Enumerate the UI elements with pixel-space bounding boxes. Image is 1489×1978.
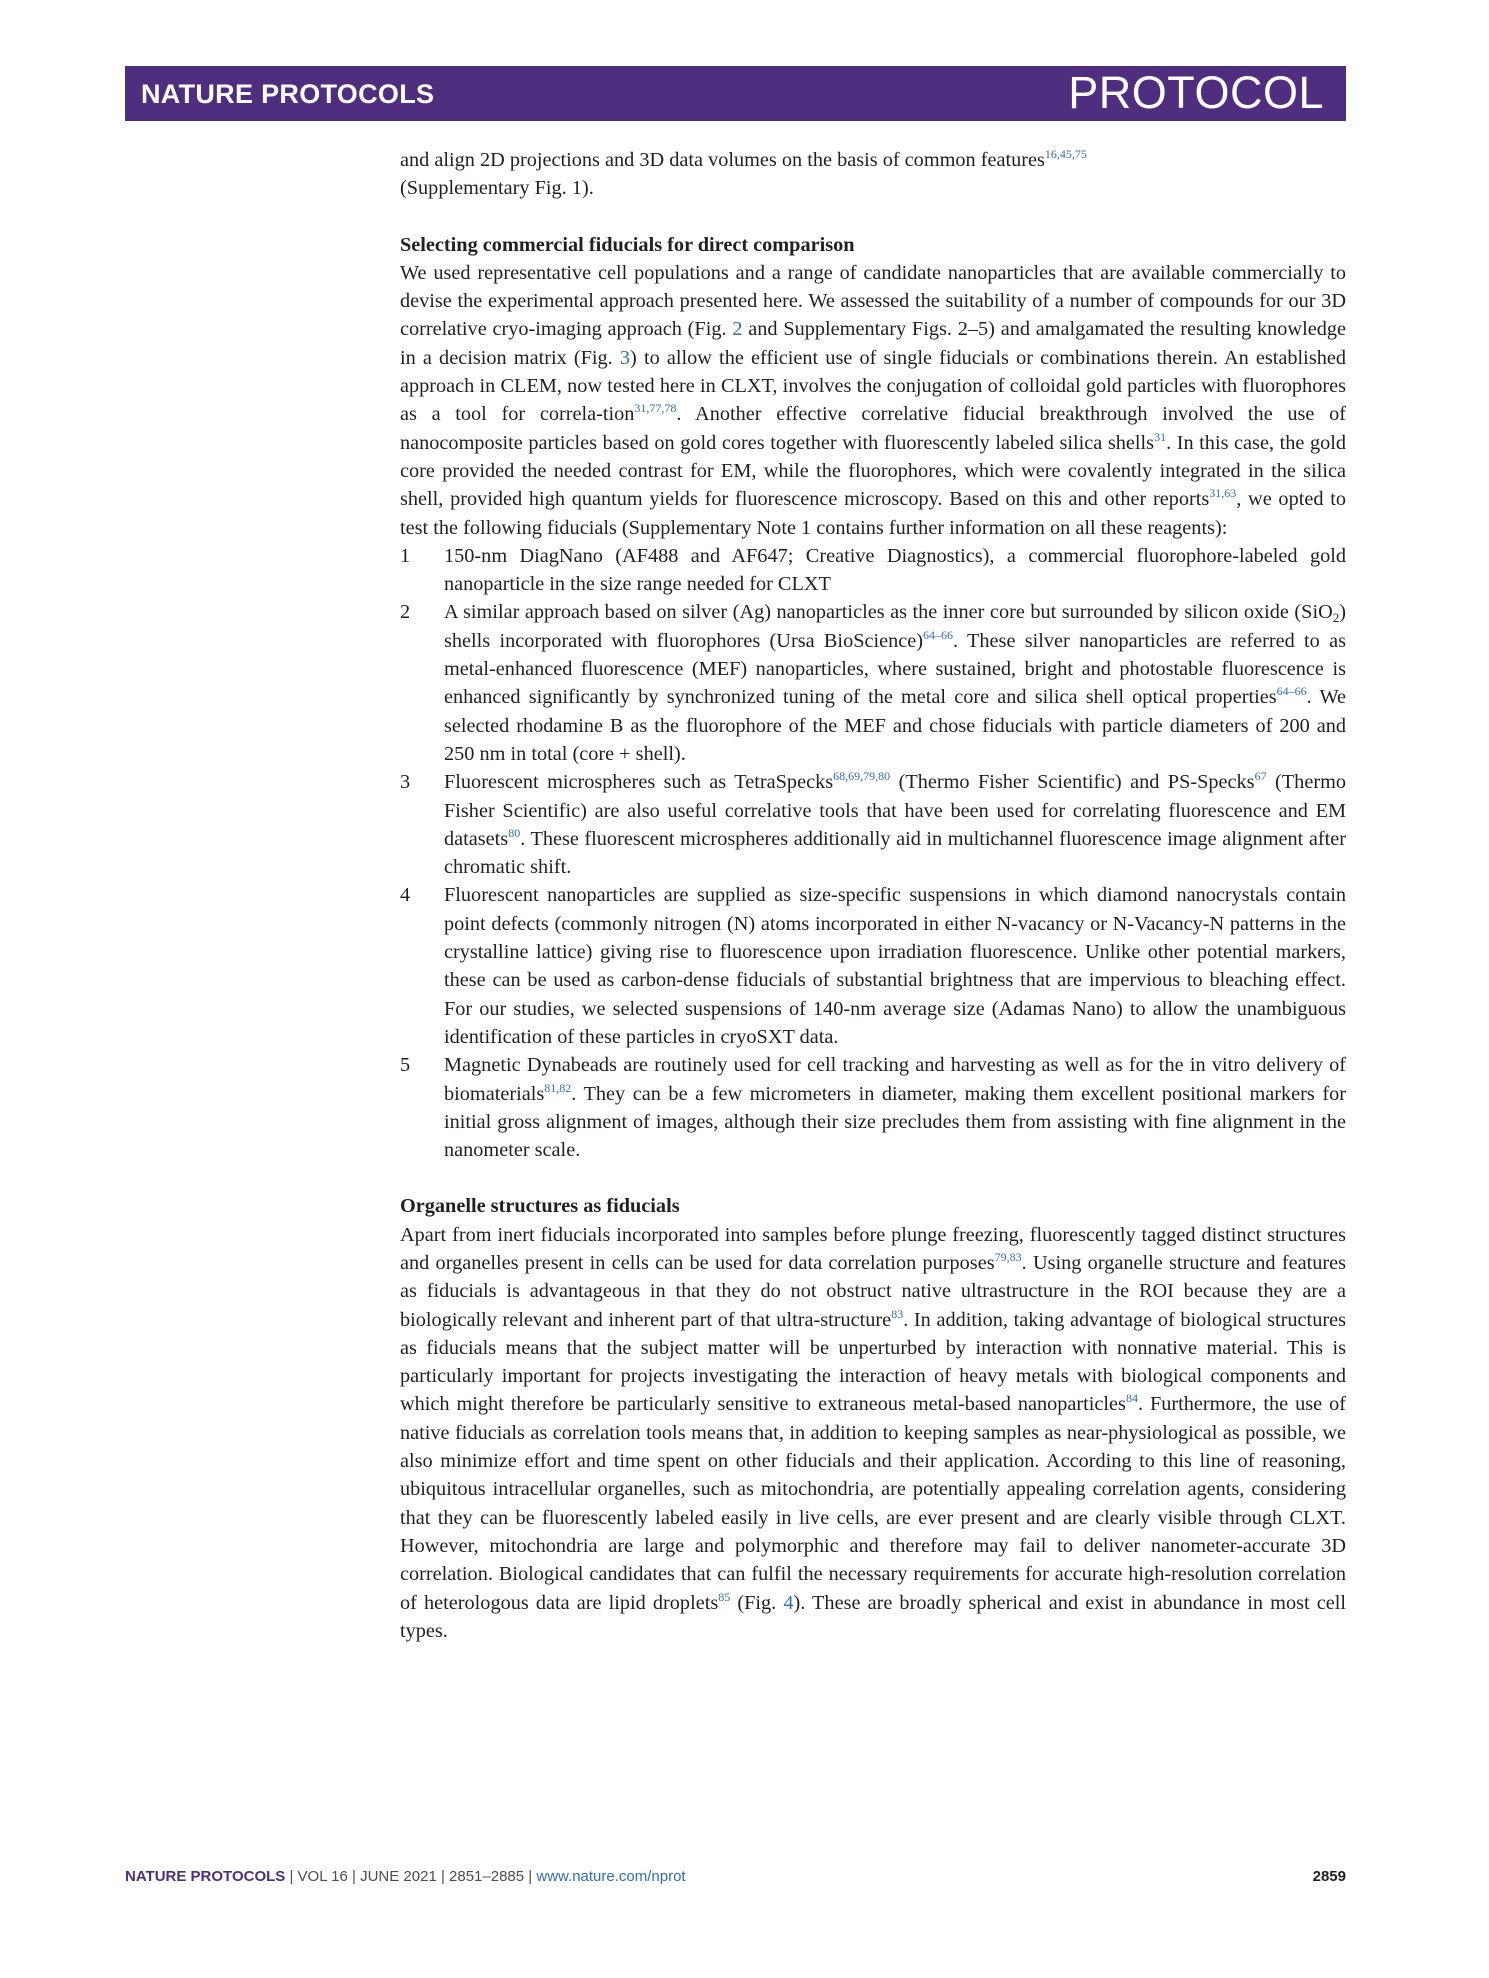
list-number: 3 <box>400 771 411 794</box>
fiducial-list <box>400 542 1346 1165</box>
list-item: 5 Magnetic Dynabeads are routinely used for cell tracking and harvesting as well as for the in vitro delivery of biomaterials$^{81,82}$. They can be a few micrometers in diameter, making them excellent positional markers for initial gross alignment of images, although their size precludes them from assisting with fine alignment in the nanometer scale. <box>400 1051 1346 1164</box>
citation[interactable]: 80 <box>508 825 521 840</box>
list-item: 2 A similar approach based on silver (Ag) nanoparticles as the inner core but surrounded by silicon oxide (SiO$_2$) shells incorporated with fluorophores (Ursa BioScience)$^{64-66}$. These silver nanoparticles are referred to as metal-enhanced fluorescence (MEF) nanoparticles, where sustained, bright and photostable fluorescence is enhanced significantly by synchronized tuning of the metal core and silica shell optical properties$^{64-66}$. We selected rhodamine B as the fluorophore of the MEF and chose fiducials with particle diameters of 200 and 250 nm in total (core + shell). <box>400 598 1346 768</box>
page-footer: NATURE PROTOCOLS | VOL 16 | JUNE 2021 | 2851–2885 | www.nature.com/nprot 2859 <box>125 1868 1346 1885</box>
paragraph-fiducials: We used representative cell populations and a range of candidate nanoparticles that are available commercially to devise the experimental approach presented here. We assessed the suitability of a number of compounds for our 3D correlative cryo-imaging approach (Fig. 2 and Supplementary Figs. 2–5) and amalgamated the resulting knowledge in a decision matrix (Fig. 3) to allow the efficient use of single fiducials or combinations therein. An established approach in CLEM, now tested here in CLXT, involves the conjugation of colloidal gold particles with fluorophores as a tool for correla-tion$^{31,77,78}$. Another effective correlative fiducial breakthrough involved the use of nanocomposite particles based on gold cores together with fluorescently labeled silica shells$^{31}$. In this case, the gold core provided the needed contrast for EM, while the fluorophores, which were covalently integrated in the silica shell, provided high quantum yields for fluorescence microscopy. Based on this and other reports$^{31,63}$, we opted to test the following fiducials (Supplementary Note 1 contains further information on all these reagents): <box>400 261 1347 539</box>
citation[interactable]: 31 <box>1154 429 1167 444</box>
figure-link[interactable]: 4 <box>783 1591 794 1614</box>
citation[interactable]: 81,82 <box>544 1080 572 1095</box>
footer-volume: VOL 16 <box>297 1868 348 1885</box>
journal-banner <box>125 66 1346 121</box>
citation[interactable]: 64–66 <box>1276 684 1307 699</box>
article-body <box>400 146 1346 1645</box>
journal-name: NATURE PROTOCOLS <box>141 79 435 109</box>
paragraph-organelles: Apart from inert fiducials incorporated into samples before plunge freezing, fluorescently tagged distinct structures and organelles present in cells can be used for data correlation purposes$^{79,83}$. Using organelle structure and features as fiducials is advantageous in that they do not obstruct native ultrastructure in the ROI because they are a biologically relevant and inherent part of that ultra-structure$^{83}$. In addition, taking advantage of biological structures as fiducials means that the subject matter will be unperturbed by interaction with nonnative material. This is particularly important for projects investigating the interaction of heavy metals with biological components and which might therefore be particularly sensitive to extraneous metal-based nanoparticles$^{84}$. Furthermore, the use of native fiducials as correlation tools means that, in addition to keeping samples as near-physiological as possible, we also minimize effort and time spent on other fiducials and their application. According to this line of reasoning, ubiquitous intracellular organelles, such as mitochondria, are potentially appealing correlation agents, considering that they can be fluorescently labeled easily in live cells, are ever present and are clearly visible through CLXT. However, mitochondria are large and polymorphic and therefore may fail to deliver nanometer-accurate 3D correlation. Biological candidates that can fulfil the necessary requirements for accurate high-resolution correlation of heterologous data are lipid droplets$^{85}$ (Fig. 4). These are broadly spherical and exist in abundance in most cell types. <box>400 1223 1346 1642</box>
list-item: 1 150-nm DiagNano (AF488 and AF647; Creative Diagnostics), a commercial fluorophore-labeled gold nanoparticle in the size range needed for CLXT <box>400 542 1346 599</box>
citation[interactable]: 68,69,79,80 <box>833 769 891 784</box>
section-heading-organelles: Organelle structures as fiducials <box>400 1195 680 1218</box>
list-number: 5 <box>400 1054 411 1077</box>
citation[interactable]: 31,77,78 <box>634 401 677 416</box>
paragraph-continued: and align 2D projections and 3D data volumes on the basis of common features$^{16,45,75}$ (Supplementary Fig. 1). <box>400 147 1087 200</box>
citation[interactable]: 67 <box>1254 769 1267 784</box>
section-heading-fiducials: Selecting commercial fiducials for direct comparison <box>400 233 855 256</box>
article-type: PROTOCOL <box>1068 67 1324 118</box>
citation[interactable]: 16,45,75 <box>1044 147 1087 161</box>
citation[interactable]: 64–66 <box>923 627 954 642</box>
citation[interactable]: 31,63 <box>1209 486 1237 501</box>
list-number: 1 <box>400 544 411 567</box>
figure-link[interactable]: 2 <box>732 318 743 341</box>
citation[interactable]: 79,83 <box>994 1249 1022 1264</box>
citation[interactable]: 83 <box>891 1306 904 1321</box>
list-item: 3 Fluorescent microspheres such as TetraSpecks$^{68,69,79,80}$ (Thermo Fisher Scientific) and PS-Specks$^{67}$ (Thermo Fisher Scientific) are also useful correlative tools that have been used for correlating fluorescence and EM datasets$^{80}$. These fluorescent microspheres additionally aid in multichannel fluorescence image alignment after chromatic shift. <box>400 769 1346 879</box>
citation[interactable]: 84 <box>1125 1391 1138 1406</box>
footer-pages: 2851–2885 <box>449 1868 525 1885</box>
footer-url[interactable]: www.nature.com/nprot <box>536 1868 686 1885</box>
citation[interactable]: 85 <box>718 1589 731 1604</box>
footer-date: JUNE 2021 <box>360 1868 437 1885</box>
footer-journal: NATURE PROTOCOLS <box>125 1868 286 1885</box>
page-number: 2859 <box>1312 1868 1346 1885</box>
figure-link[interactable]: 3 <box>619 346 631 369</box>
list-number: 2 <box>400 601 411 624</box>
list-number: 4 <box>400 884 411 907</box>
list-item: 4 Fluorescent nanoparticles are supplied as size-specific suspensions in which diamond nanocrystals contain point defects (commonly nitrogen (N) atoms incorporated in either N-vacancy or N-Vacancy-N patterns in the crystalline lattice) giving rise to fluorescence upon irradiation fluorescence. Unlike other potential markers, these can be used as carbon-dense fiducials of substantial brightness that are impervious to bleaching effect. For our studies, we selected suspensions of 140-nm average size (Adamas Nano) to allow the unambiguous identification of these particles in cryoSXT data. <box>400 881 1346 1051</box>
